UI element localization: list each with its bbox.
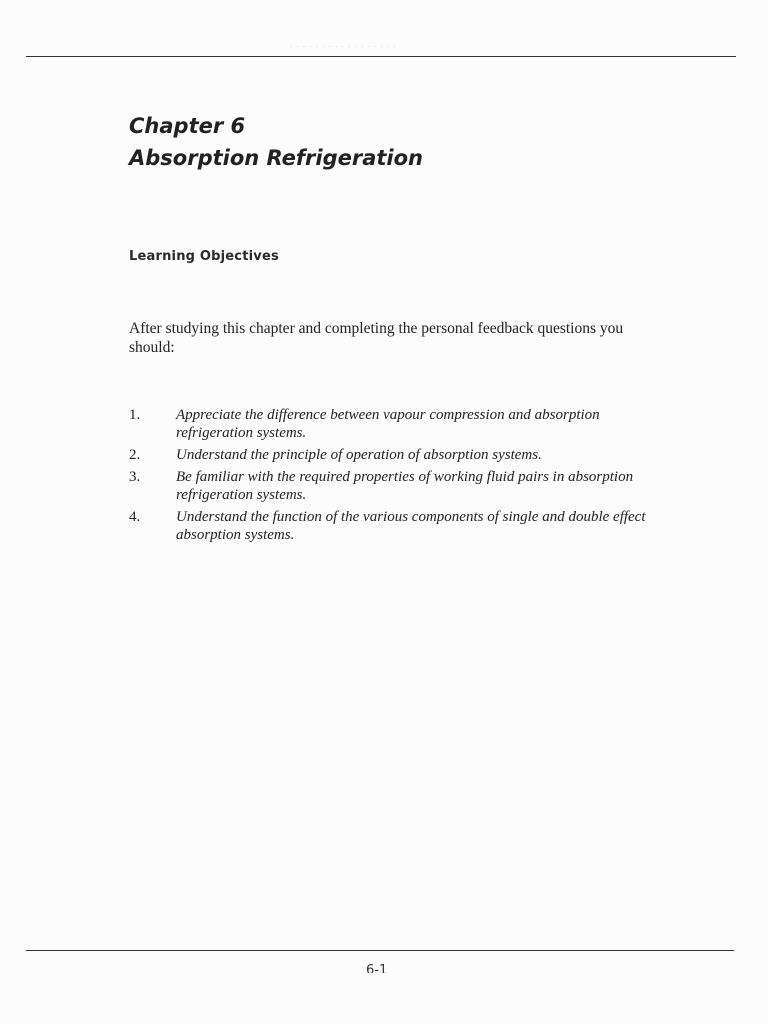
objective-number: 3. bbox=[129, 469, 141, 485]
objectives-list bbox=[129, 406, 669, 548]
chapter-number: Chapter 6 bbox=[129, 114, 246, 138]
objective-number: 4. bbox=[129, 509, 141, 525]
objective-item bbox=[129, 406, 669, 442]
objective-item bbox=[129, 446, 669, 464]
objective-text: Understand the principle of operation of absorption systems. bbox=[176, 447, 542, 463]
section-heading: Learning Objectives bbox=[129, 249, 279, 264]
objective-item bbox=[129, 508, 669, 544]
page-number: 6-1 bbox=[366, 963, 388, 973]
footer-rule bbox=[26, 950, 734, 951]
objective-number: 1. bbox=[129, 407, 141, 423]
objective-text: Appreciate the difference between vapour compression and absorption refrigeration systems. bbox=[176, 407, 600, 441]
intro-paragraph: After studying this chapter and completing the personal feedback questions you should: bbox=[129, 320, 624, 356]
objective-number: 2. bbox=[129, 447, 141, 463]
objective-text: Understand the function of the various components of single and double effect absorption systems. bbox=[176, 509, 646, 543]
objective-text: Be familiar with the required properties of working fluid pairs in absorption refrigeration systems. bbox=[176, 469, 634, 503]
objective-item bbox=[129, 468, 669, 504]
chapter-title: Absorption Refrigeration bbox=[129, 146, 423, 170]
running-header: · · · · · · · · · · · · · · · · · bbox=[290, 43, 397, 51]
header-rule bbox=[26, 56, 736, 57]
